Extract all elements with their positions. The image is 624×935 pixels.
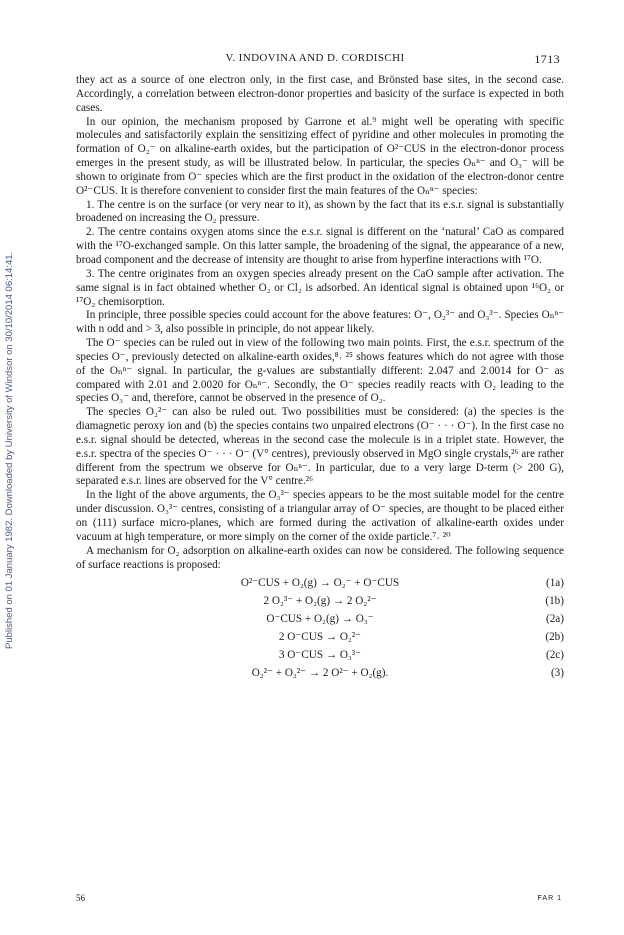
equation-row <box>76 574 564 592</box>
equation-row <box>76 628 564 646</box>
paragraph: In our opinion, the mechanism proposed by Garrone et al.⁹ might well be operating with specific molecules and satisfactorily explain the sensitizing effect of pyridine and other molecules in promoting the formation of O₂⁻ on alkaline-earth oxides, but the participation of O²⁻CUS in the electron-donor process emerges in the present study, as will be illustrated below. In particular, the species Oₙⁿ⁻ and O₃⁻ will be shown to originate from O⁻ species which are the first product in the oxidation of the electron-donor centre O²⁻CUS. It is therefore convenient to consider first the main features of the Oₙⁿ⁻ species: <box>76 115 564 197</box>
paragraph: A mechanism for O₂ adsorption on alkaline-earth oxides can now be considered. The following sequence of surface reactions is proposed: <box>76 544 564 571</box>
equation-list <box>76 574 564 682</box>
equation-number: (2b) <box>545 631 564 644</box>
equation-row <box>76 646 564 664</box>
signature-number: 56 <box>76 893 85 903</box>
journal-mark: FAR 1 <box>537 895 562 902</box>
equation-number: (1a) <box>545 577 564 590</box>
equation-number: (2a) <box>545 613 564 626</box>
equation-row <box>76 592 564 610</box>
paragraph: The O⁻ species can be ruled out in view of the following two main points. First, the e.s.r. spectrum of the species O⁻, previously detected on alkaline-earth oxides,⁸˒ ²⁵ shows features which do not agree with those of the Oₙⁿ⁻ signal. In particular, the g-values are substantially different: 2.047 and 2.0014 for O⁻ as compared with 2.01 and 2.0020 for Oₙⁿ⁻. Secondly, the O⁻ species readily reacts with O₂ leading to the species O₃⁻ and, therefore, cannot be observed in the presence of O₂. <box>76 337 564 405</box>
page-header <box>70 52 560 68</box>
equation-expression: 2 O⁻CUS → O₂²⁻ <box>278 631 362 644</box>
paragraph: they act as a source of one electron only, in the first case, and Brönsted base sites, in the second case. Accordingly, a correlation between electron-donor properties and basicity of the surface is expected in both cases. <box>76 74 564 114</box>
equation-expression: 3 O⁻CUS → O₃³⁻ <box>278 649 362 662</box>
equation-number: (2c) <box>545 649 564 662</box>
equation-number: (3) <box>550 667 564 680</box>
equation-row <box>76 610 564 628</box>
paragraph: In the light of the above arguments, the O₃³⁻ species appears to be the most suitable model for the centre under discussion. O₃³⁻ centres, consisting of a triangular array of O⁻ species, are thought to be placed either on (111) surface micro-planes, which are formed during the activation of alkaline-earth oxides under vacuum at high temperature, or more simply on the corner of the oxide particle.⁷˒ ²⁰ <box>76 489 564 543</box>
equation-expression: O₂²⁻ + O₂²⁻ → 2 O²⁻ + O₂(g). <box>251 667 389 680</box>
equation-row <box>76 664 564 682</box>
publication-sidebar-note: Published on 01 January 1982. Downloaded by University of Windsor on 30/10/2014 06:14:41. <box>4 251 15 649</box>
equation-number: (1b) <box>545 595 564 608</box>
paragraph: The species O₂²⁻ can also be ruled out. Two possibilities must be considered: (a) the species is the diamagnetic peroxy ion and (b) the species contains two unpaired electrons (O⁻ · · · O⁻). In the first case no e.s.r. signal should be detected, whereas in the second case the molecule is in a triplet state. However, the e.s.r. spectra of the species O⁻ · · · O⁻ (V° centres), previously observed in MgO single crystals,²⁶ are rather different from the spectrum we observe for Oₙⁿ⁻. In particular, due to a very large D-term (> 200 G), separated e.s.r. lines are observed for the V° centre.²⁶ <box>76 406 564 488</box>
equation-expression: 2 O₂³⁻ + O₂(g) → 2 O₂²⁻ <box>263 595 377 608</box>
paragraph: 3. The centre originates from an oxygen species already present on the CaO sample after activation. The same signal is in fact obtained whether O₂ or Cl₂ is adsorbed. An identical signal is obtained upon ¹⁶O₂ or ¹⁷O₂ chemisorption. <box>76 267 564 308</box>
paragraph: 1. The centre is on the surface (or very near to it), as shown by the fact that its e.s.r. signal is substantially broadened on increasing the O₂ pressure. <box>76 198 564 225</box>
page-number: 1713 <box>534 52 560 66</box>
article-body <box>76 74 564 682</box>
paragraph-list <box>76 74 564 572</box>
paragraph: 2. The centre contains oxygen atoms since the e.s.r. signal is different on the ‘natural’ CaO as compared with the ¹⁷O-exchanged sample. On this latter sample, the broadening of the signal, the appearance of a new, broad component and the decrease of intensity are thought to arise from hyperfine interactions with ¹⁷O. <box>76 226 564 266</box>
equation-expression: O⁻CUS + O₂(g) → O₃⁻ <box>266 613 374 626</box>
running-title: V. INDOVINA AND D. CORDISCHI <box>225 52 405 64</box>
equation-expression: O²⁻CUS + O₂(g) → O₂⁻ + O⁻CUS <box>240 577 400 590</box>
paragraph: In principle, three possible species could account for the above features: O⁻, O₂³⁻ and O₃³⁻. Species Oₙⁿ⁻ with n odd and > 3, also possible in principle, do not appear likely. <box>76 309 564 336</box>
